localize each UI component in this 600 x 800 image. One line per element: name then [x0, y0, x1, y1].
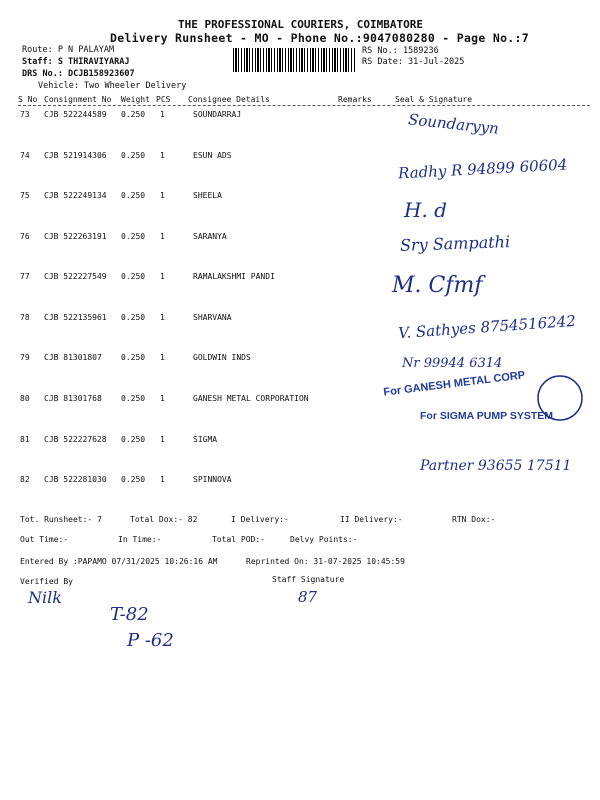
first-delivery: I Delivery:- [231, 515, 289, 524]
row-signature: M. Cfmf [392, 273, 483, 298]
row-consignment: CJB 522244589 [44, 110, 107, 119]
row-weight: 0.250 [121, 191, 146, 200]
row-consignee: SIGMA [193, 435, 218, 444]
reprinted-on: Reprinted On: 31-07-2025 10:45:59 [246, 557, 405, 566]
row-pcs: 1 [160, 353, 165, 362]
row-sno: 74 [20, 151, 30, 160]
row-signature: Radhy R 94899 60604 [397, 155, 568, 183]
handwritten-note-total: T-82 [110, 604, 149, 625]
row-weight: 0.250 [121, 313, 146, 322]
row-weight: 0.250 [121, 232, 146, 241]
route-label: Route: P N PALAYAM [22, 45, 115, 55]
row-weight: 0.250 [121, 475, 146, 484]
col-consignee: Consignee Details [188, 95, 270, 104]
row-sno: 79 [20, 353, 30, 362]
row-pcs: 1 [160, 475, 165, 484]
row-weight: 0.250 [121, 110, 146, 119]
row-pcs: 1 [160, 151, 165, 160]
row-signature: Soundaryyn [407, 110, 500, 138]
in-time: In Time:- [118, 535, 162, 544]
staff-signature-label: Staff Signature [272, 575, 345, 584]
handwritten-note-pod: P -62 [127, 630, 174, 651]
row-consignee: SOUNDARRAJ [193, 110, 242, 119]
row-pcs: 1 [160, 272, 165, 281]
barcode [233, 48, 355, 72]
row-consignment: CJB 522227549 [44, 272, 107, 281]
row-consignment: CJB 81301807 [44, 353, 102, 362]
row-sno: 75 [20, 191, 30, 200]
row-sno: 76 [20, 232, 30, 241]
drs-label: DRS No.: DCJB158923607 [22, 69, 135, 79]
row-consignee: SARANYA [193, 232, 227, 241]
row-signature: Nr 99944 6314 [402, 356, 503, 371]
total-dox: Total Dox:- 82 [130, 515, 198, 524]
row-stamp: For GANESH METAL CORP [382, 369, 526, 399]
row-sno: 81 [20, 435, 30, 444]
row-consignee: SPINNOVA [193, 475, 232, 484]
total-runsheet: Tot. Runsheet:- 7 [20, 515, 102, 524]
row-sno: 80 [20, 394, 30, 403]
row-weight: 0.250 [121, 272, 146, 281]
runsheet-subtitle: Delivery Runsheet - MO - Phone No.:9047080280 - Page No.:7 [110, 31, 529, 45]
rtn-dox: RTN Dox:- [452, 515, 496, 524]
row-pcs: 1 [160, 435, 165, 444]
vehicle-label: Vehicle: Two Wheeler Delivery [38, 81, 187, 91]
col-seal: Seal & Signature [395, 95, 473, 104]
stamp-circle-icon [530, 368, 590, 428]
row-pcs: 1 [160, 110, 165, 119]
col-consignment: Consignment No [44, 95, 112, 104]
row-signature: Partner 93655 17511 [420, 458, 572, 474]
row-consignment: CJB 81301768 [44, 394, 102, 403]
row-signature: Sry Sampathi [399, 232, 511, 255]
rs-number: RS No.: 1589236 [362, 46, 439, 56]
row-consignee: SHEELA [193, 191, 222, 200]
col-weight: Weight [121, 95, 150, 104]
row-consignee: SHARVANA [193, 313, 232, 322]
row-weight: 0.250 [121, 151, 146, 160]
out-time: Out Time:- [20, 535, 69, 544]
col-sno: S No [18, 95, 38, 104]
row-weight: 0.250 [121, 394, 146, 403]
row-consignment: CJB 522263191 [44, 232, 107, 241]
staff-label: Staff: S THIRAVIYARAJ [22, 57, 130, 67]
row-weight: 0.250 [121, 353, 146, 362]
total-pod: Total POD:- [212, 535, 265, 544]
col-pcs: PCS [156, 95, 171, 104]
verified-signature: Nilk [28, 588, 62, 607]
row-consignee: GOLDWIN INDS [193, 353, 251, 362]
rs-date: RS Date: 31-Jul-2025 [362, 57, 465, 67]
row-consignee: ESUN ADS [193, 151, 232, 160]
row-sno: 82 [20, 475, 30, 484]
row-pcs: 1 [160, 191, 165, 200]
row-consignment: CJB 522227628 [44, 435, 107, 444]
row-sno: 77 [20, 272, 30, 281]
row-pcs: 1 [160, 394, 165, 403]
row-consignee: RAMALAKSHMI PANDI [193, 272, 275, 281]
entered-by: Entered By :PAPAMO 07/31/2025 10:26:16 AM [20, 557, 218, 566]
verified-by-label: Verified By [20, 577, 73, 586]
row-stamp: For SIGMA PUMP SYSTEM [420, 410, 554, 422]
row-sno: 73 [20, 110, 30, 119]
row-signature: V. Sathyes 8754516242 [397, 311, 577, 343]
row-consignment: CJB 522135961 [44, 313, 107, 322]
company-name: THE PROFESSIONAL COURIERS, COIMBATORE [178, 18, 424, 31]
row-consignee: GANESH METAL CORPORATION [193, 394, 309, 403]
col-remarks: Remarks [338, 95, 372, 104]
row-signature: H. d [404, 198, 447, 222]
staff-signature: 87 [298, 588, 318, 606]
row-pcs: 1 [160, 232, 165, 241]
row-consignment: CJB 521914306 [44, 151, 107, 160]
row-weight: 0.250 [121, 435, 146, 444]
row-consignment: CJB 522281030 [44, 475, 107, 484]
delivery-points: Delvy Points:- [290, 535, 358, 544]
second-delivery: II Delivery:- [340, 515, 403, 524]
row-sno: 78 [20, 313, 30, 322]
header-divider [18, 105, 590, 106]
row-pcs: 1 [160, 313, 165, 322]
row-consignment: CJB 522249134 [44, 191, 107, 200]
